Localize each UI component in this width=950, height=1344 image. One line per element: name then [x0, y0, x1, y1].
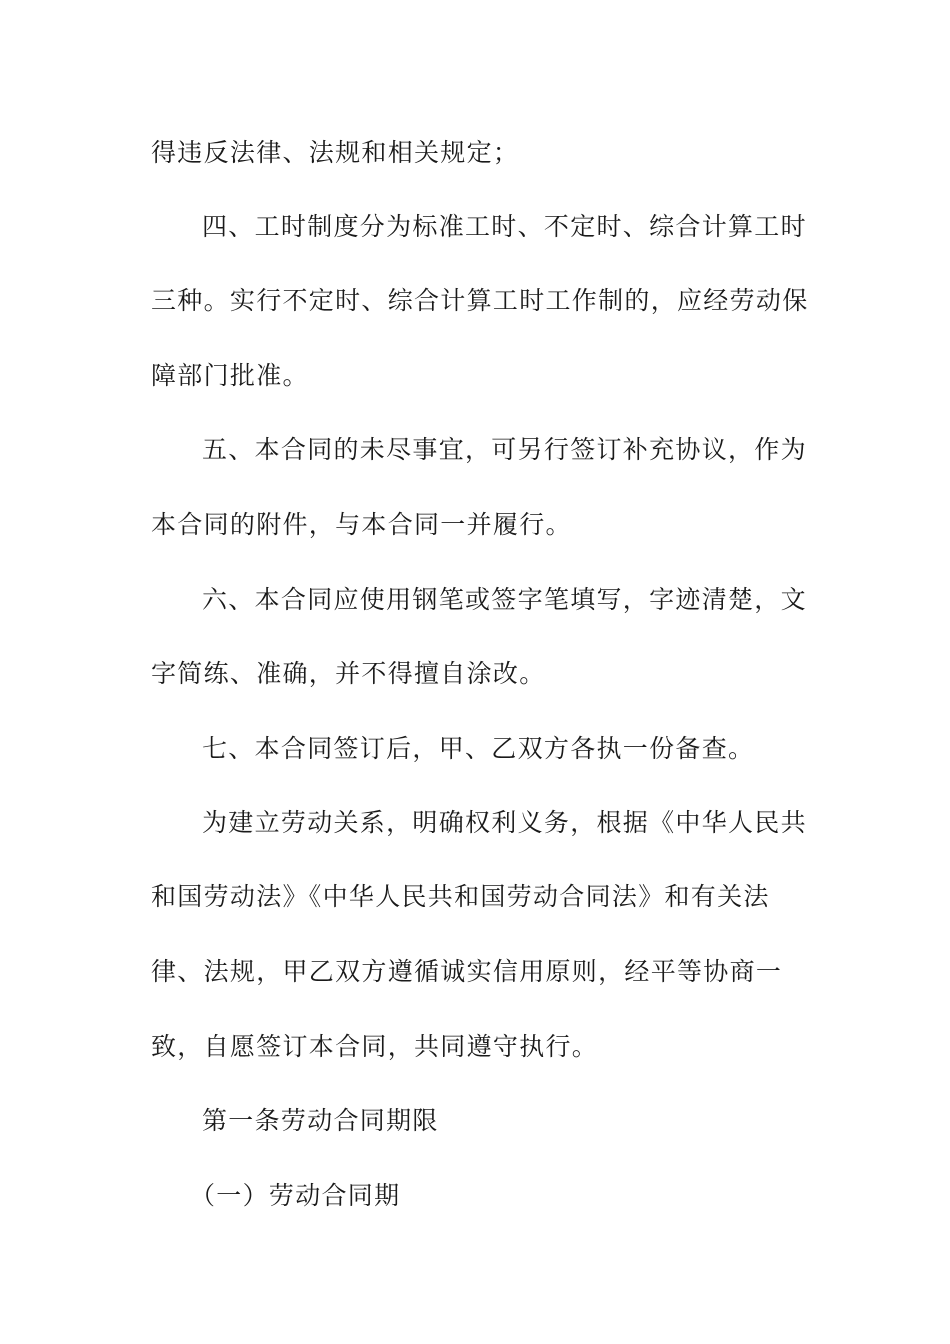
text-line: 本合同的附件，与本合同一并履行。: [151, 510, 572, 539]
text-line: 五、本合同的未尽事宜，可另行签订补充协议，作为: [202, 435, 807, 464]
text-line: 为建立劳动关系，明确权利义务，根据《中华人民共: [202, 808, 807, 837]
text-line: 七、本合同签订后，甲、乙双方各执一份备查。: [202, 734, 755, 763]
section-heading: 第一条劳动合同期限: [202, 1106, 439, 1135]
text-line: 得违反法律、法规和相关规定；: [151, 138, 520, 167]
text-line: 致，自愿签订本合同，共同遵守执行。: [151, 1032, 599, 1061]
text-line: 障部门批准。: [151, 361, 309, 390]
text-line: 四、工时制度分为标准工时、不定时、综合计算工时: [202, 212, 807, 241]
text-line: 律、法规，甲乙双方遵循诚实信用原则，经平等协商一: [151, 957, 783, 986]
text-line: 三种。实行不定时、综合计算工时工作制的，应经劳动保: [151, 286, 809, 315]
subsection-heading: （一）劳动合同期: [190, 1181, 401, 1210]
text-line: 和国劳动法》《中华人民共和国劳动合同法》和有关法: [151, 882, 770, 911]
text-line: 六、本合同应使用钢笔或签字笔填写，字迹清楚，文: [202, 585, 807, 614]
text-line: 字简练、准确，并不得擅自涂改。: [151, 659, 546, 688]
